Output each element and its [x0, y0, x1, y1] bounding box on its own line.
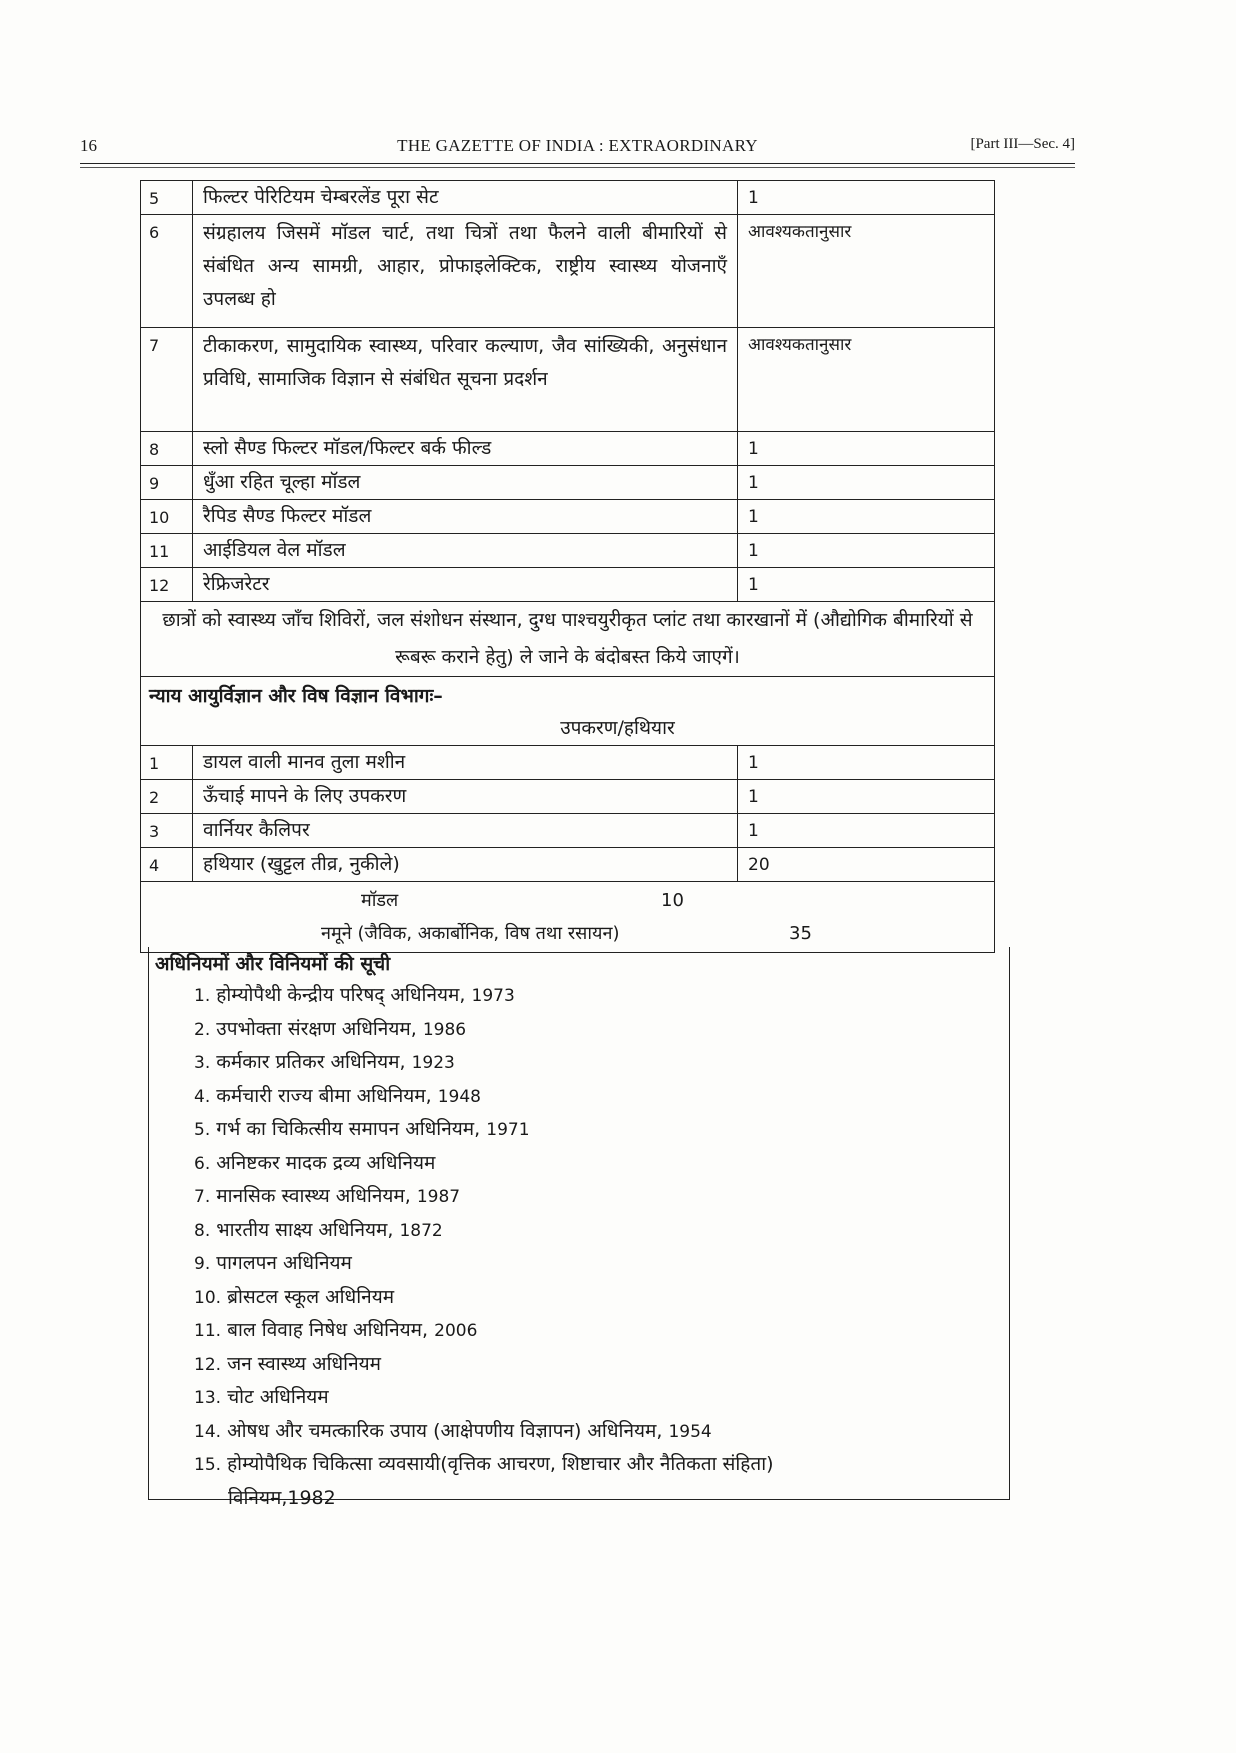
row-value: 20 — [748, 855, 770, 875]
row-number: 5 — [141, 181, 193, 214]
list-item: 2. उपभोक्ता संरक्षण अधिनियम, 1986 — [194, 1017, 467, 1040]
table-row — [141, 814, 994, 848]
row-value: 1 — [748, 787, 759, 807]
table-row — [141, 500, 994, 534]
row-number: 2 — [141, 780, 193, 813]
row-value: 1 — [748, 473, 759, 493]
list-item: 1. होम्योपैथी केन्द्रीय परिषद् अधिनियम, 1973 — [194, 984, 515, 1006]
row-description: टीकाकरण, सामुदायिक स्वास्थ्य, परिवार कल्याण, जैव सांख्यिकी, अनुसंधान प्रविधि, सामाजिक विज्ञान से संबंधित सूचना प्रदर्शन — [193, 328, 738, 431]
acts-list — [149, 979, 1009, 1514]
row-description: स्लो सैण्ड फिल्टर मॉडल/फिल्टर बर्क फील्ड — [193, 432, 738, 465]
gazette-title: THE GAZETTE OF INDIA : EXTRAORDINARY — [397, 136, 758, 155]
row-value: 1 — [748, 507, 759, 527]
list-item: 5. गर्भ का चिकित्सीय समापन अधिनियम, 1971 — [194, 1118, 530, 1140]
row-value: आवश्यकतानुसार — [748, 222, 852, 242]
table-row — [141, 534, 994, 568]
list-item: 9. पागलपन अधिनियम — [194, 1252, 352, 1274]
list-item: 4. कर्मचारी राज्य बीमा अधिनियम, 1948 — [194, 1084, 481, 1107]
table-row — [141, 181, 994, 215]
list-item: 7. मानसिक स्वास्थ्य अधिनियम, 1987 — [194, 1185, 461, 1207]
table-row — [141, 746, 994, 780]
list-item: 6. अनिष्टकर मादक द्रव्य अधिनियम — [194, 1151, 436, 1174]
row-description: रेफ्रिजरेटर — [193, 568, 738, 601]
row-value: आवश्यकतानुसार — [748, 335, 852, 355]
header-rule-thin — [80, 167, 1075, 168]
row-description: हथियार (खुट्टल तीव्र, नुकीले) — [193, 848, 738, 881]
row-value: 1 — [748, 439, 759, 459]
row-value: 1 — [748, 753, 759, 773]
page-header — [80, 134, 1075, 160]
row-value: 1 — [748, 188, 759, 208]
row-number: 12 — [141, 568, 193, 601]
list-item: 3. कर्मकार प्रतिकर अधिनियम, 1923 — [194, 1051, 455, 1073]
row-description: संग्रहालय जिसमें मॉडल चार्ट, तथा चित्रों तथा फैलने वाली बीमारियों से संबंधित अन्य सामग्री, आहार, प्रोफाइलेक्टिक, राष्ट्रीय स्वास्थ्य योजनाएँ उपलब्ध हो — [193, 215, 738, 327]
table-row — [141, 848, 994, 882]
row-number: 1 — [141, 746, 193, 779]
models-label: मॉडल — [361, 890, 399, 911]
samples-label: नमूने (जैविक, अकार्बोनिक, विष तथा रसायन) — [321, 923, 620, 944]
row-description: रैपिड सैण्ड फिल्टर मॉडल — [193, 500, 738, 533]
table-row — [141, 215, 994, 328]
models-value: 10 — [661, 890, 684, 911]
models-samples-block — [141, 882, 994, 953]
list-item-continuation: विनियम,1982 — [228, 1486, 336, 1509]
row-description: आईडियल वेल मॉडल — [193, 534, 738, 567]
row-description: ऊँचाई मापने के लिए उपकरण — [193, 780, 738, 813]
table-row — [141, 432, 994, 466]
list-item: 12. जन स्वास्थ्य अधिनियम — [194, 1352, 382, 1375]
row-number: 8 — [141, 432, 193, 465]
row-number: 11 — [141, 534, 193, 567]
samples-value: 35 — [789, 923, 812, 944]
equipment-weapons-subheading: उपकरण/हथियार — [141, 711, 994, 746]
table-row — [141, 466, 994, 500]
row-description: फिल्टर पेरिटियम चेम्बरलेंड पूरा सेट — [193, 181, 738, 214]
row-number: 3 — [141, 814, 193, 847]
list-item: 13. चोट अधिनियम — [194, 1386, 329, 1408]
header-rule — [80, 163, 1075, 164]
row-value: 1 — [748, 821, 759, 841]
row-number: 7 — [141, 328, 193, 431]
table-row — [141, 568, 994, 602]
list-item: 14. ओषध और चमत्कारिक उपाय (आक्षेपणीय विज्ञापन) अधिनियम, 1954 — [194, 1419, 712, 1442]
row-number: 9 — [141, 466, 193, 499]
list-item: 15. होम्योपैथिक चिकित्सा व्यवसायी(वृत्तिक आचरण, शिष्टाचार और नैतिकता संहिता) — [194, 1453, 774, 1475]
page-number: 16 — [80, 136, 97, 155]
acts-list-box — [148, 947, 1010, 1509]
row-description: धुँआ रहित चूल्हा मॉडल — [193, 466, 738, 499]
field-visit-note: छात्रों को स्वास्थ्य जाँच शिविरों, जल संशोधन संस्थान, दुग्ध पाश्चयुरीकृत प्लांट तथा कारखानों में (औद्योगिक बीमारियों से रूबरू कराने हेतु) ले जाने के बंदोबस्त किये जाएगें। — [141, 602, 994, 677]
list-item: 8. भारतीय साक्ष्य अधिनियम, 1872 — [194, 1218, 443, 1241]
row-description: डायल वाली मानव तुला मशीन — [193, 746, 738, 779]
row-number: 4 — [141, 848, 193, 881]
list-item: 11. बाल विवाह निषेध अधिनियम, 2006 — [194, 1319, 478, 1341]
table-row — [141, 328, 994, 432]
row-value: 1 — [748, 541, 759, 561]
part-section: [Part III—Sec. 4] — [970, 136, 1075, 152]
row-description: वार्नियर कैलिपर — [193, 814, 738, 847]
row-number: 6 — [141, 215, 193, 327]
forensic-department-heading: न्याय आयुर्विज्ञान और विष विज्ञान विभागः– — [149, 685, 443, 707]
acts-heading: अधिनियमों और विनियमों की सूची — [155, 953, 391, 975]
table-row — [141, 780, 994, 814]
row-value: 1 — [748, 575, 759, 595]
equipment-table — [140, 180, 995, 953]
list-item: 10. ब्रोसटल स्कूल अधिनियम — [194, 1285, 395, 1308]
row-number: 10 — [141, 500, 193, 533]
